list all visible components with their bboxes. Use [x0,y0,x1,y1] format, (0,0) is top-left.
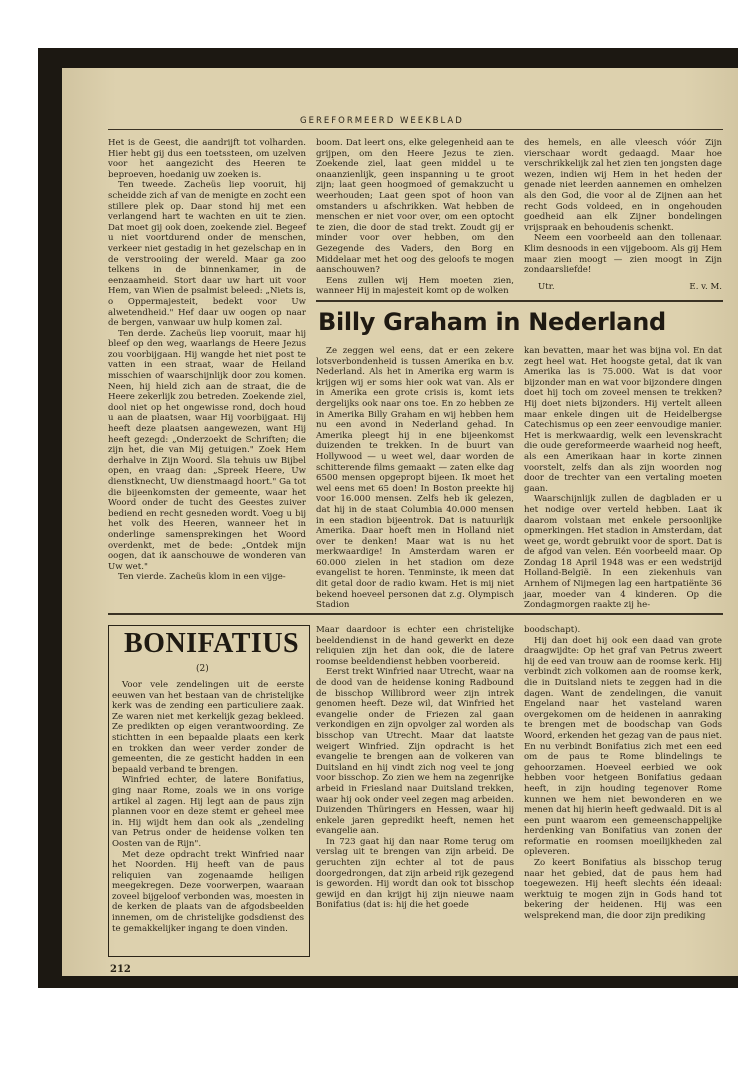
paragraph: Ten tweede. Zacheüs liep vooruit, hij scheidde zich af van de menigte en zocht een stillere plek op. Daar stond hij met een verlangend hart te wachten en uit te zien. Dat moet gij ook doen, zoekende ziel. Begeef u niet voortdurend onder de menschen, verkeer niet gestadig in het gezelschap en in de verstrooiing der wereld. Maar ga zoo telkens in de binnenkamer, in de eenzaamheid. Stort daar uw hart uit voor Hem, van Wien de psalmist beleed: „Niets is, o Oppermajesteit, bedekt voor Uw alwetendheid." Hef daar uw oogen op naar de bergen, vanwaar uw hulp komen zal. [108,180,306,329]
paragraph: In 723 gaat hij dan naar Rome terug om verslag uit te brengen van zijn arbeid. De geruchten zijn echter al tot de paus doorgedrongen, dat zijn arbeid rijk gezegend is geworden. Hij wordt dan ook tot bisschop gewijd en dan krijgt hij zijn nieuwe naam Bonifatius (dat is: hij die het goede [316,836,514,911]
billy-column-a [316,346,514,611]
paragraph: boom. Dat leert ons, elke gelegenheid aan te grijpen, om den Heere Jezus te zien. Zoekende ziel, laat geen middel u te onaanzienlijk, geen inspanning u te groot zijn; laat geen hoogmoed of gemakzucht u weerhouden; Laat geen spot of hoon van omstanders u afschrikken. Wat hebben de menschen er niet voor over, om een optocht te zien, die door de stad trekt. Zoudt gij er minder voor over hebben, om den Gezegende des Vaders, den Borg en Middelaar met het oog des geloofs te mogen aanschouwen? [316,138,514,276]
paragraph: boodschapt). [524,625,581,635]
place-label: Utr. [538,281,555,292]
column-3 [524,138,722,292]
bonifatius-column-b [316,625,514,911]
bonifatius-column-c [524,625,722,922]
billy-column-b [524,346,722,611]
paragraph: Ten derde. Zacheüs liep vooruit, maar hij bleef op den weg, waarlangs de Heere Jezus zou voorbijgaan. Hij wangde het niet post te vatten in een straat, waar de Heiland misschien of waarschijnlijk door zou komen. Neen, hij hield zich aan de straat, die de Heere zekerlijk zou betreden. Zoekende ziel, dool niet op het ongewisse rond, doch houd u aan de plaatsen, waar Hij voorbijgaat. Hij heeft deze plaatsen aangewezen, want Hij heeft gezegd: „Onderzoekt de Schriften; die zijn het, die van Mij getuigen." Zoek Hem derhalve in Zijn Woord. Sla tehuis uw Bijbel open, en vraag dan: „Spreek Heere, Uw dienstknecht, Uw dienstmaagd hoort." Ga tot die bijeenkomsten der gemeente, waar het Woord onder de tucht des Geestes zuiver bediend en recht gesneden wordt. Voeg u bij het volk des Heeren, wanneer het in onderlinge samensprekingen het Woord overdenkt, met de bede: „Ontdek mijn oogen, dat ik aanschouwe de wonderen van Uw wet." [108,328,306,572]
paragraph: Eens zullen wij Hem moeten zien, wanneer Hij in majesteit komt op de wolken [316,275,514,297]
column-2 [316,138,514,297]
article-title-billy-graham: Billy Graham in Nederland [318,308,666,336]
running-title: GEREFORMEERD WEEKBLAD [300,116,464,126]
header-rule [108,129,723,130]
author-signature: E. v. M. [689,281,722,292]
paragraph: Neem een voorbeeld aan den tollenaar. Klim desnoods in een vijgeboom. Als gij Hem maar zien moogt — zien moogt in Zijn zondaarsliefde! [524,233,722,276]
paragraph: Hij dan doet hij ook een daad van grote draagwijdte: Op het graf van Petrus zweert hij de eed van trouw aan de roomse kerk. Hij verbindt zich volkomen aan de roomse kerk, die in Duitsland niets te zeggen had in die dagen. Want de zendelingen, die vanuit Engeland naar het vasteland waren overgekomen om de heidenen in aanraking te brengen met de boodschap van Gods Woord, erkenden het gezag van de paus niet. En nu verbindt Bonifatius zich met een eed om de paus te Rome blindelings te gehoorzamen. Hoeveel eerbied we ook hebben voor hetgeen Bonifatius gedaan heeft, in zijn houding tegenover Rome kunnen we hem niet bewonderen en we menen dat hij hierin heeft gedwaald. Dit is al een punt waarom een gemeenschappelijke herdenking van Bonifatius van zonen der reformatie en roomsen moeilijkheden zal opleveren. [524,635,722,858]
paragraph: Voor vele zendelingen uit de eerste eeuwen van het bestaan van de christelijke kerk was de zending een particuliere zaak. Ze waren niet met kerkelijk gezag bekleed. Ze predikten op eigen verantwoording. Ze stichtten in een bepaalde plaats een kerk en trokken dan weer verder zonder de gemeenten, die ze gesticht hadden in een bepaald verband te brengen. [112,680,304,775]
column-1 [108,138,306,583]
paragraph: Waarschijnlijk zullen de dagbladen er u het nodige over verteld hebben. Laat ik daarom volstaan met enkele persoonlijke opmerkingen. Het stadion in Amsterdam, dat weet ge, wordt gebruikt voor de sport. Dat is de afgod van velen. Eén voorbeeld maar. Op Zondag 18 April 1948 was er een wedstrijd Holland-België. In een ziekenhuis van Arnhem of Nijmegen lag een hartpatiënte 36 jaar, moeder van 4 kinderen. Op die Zondagmorgen raakte zij he- [524,494,722,611]
section-rule [108,613,723,615]
paragraph: Ten vierde. Zacheüs klom in een vijge- [118,572,286,583]
article-title-bonifatius: BONIFATIUS [124,628,300,659]
article-part-number: (2) [196,664,209,674]
paragraph: kan bevatten, maar het was bijna vol. En dat zegt heel wat. Het hoogste getal, dat ik van Amerika las is 75.000. Wat is dat voor bijzonder man en wat voor bijzondere dingen doet hij toch om zoveel mensen te trekken? Hij doet niets bijzonders. Hij vertelt alleen maar enkele dingen uit de Heidelbergse Catechismus op een zeer eenvoudige manier. Het is merkwaardig, welk een levenskracht die oude gereformeerde waarheid nog heeft, als een Amerikaan haar in korte zinnen voorstelt, zelfs dan als zijn woorden nog door de trechter van een vertaling moeten gaan. [524,346,722,494]
paragraph: Zo keert Bonifatius als bisschop terug naar het gebied, dat de paus hem had toegewezen. Hij heeft slechts één ideaal: werktuig te mogen zijn in Gods hand tot bekering der heidenen. Hij was een welsprekend man, die door zijn prediking [524,858,722,922]
paragraph: Eerst trekt Winfried naar Utrecht, waar na de dood van de heidense koning Radbound de bisschop Willibrord weer zijn intrek genomen heeft. Deze wil, dat Winfried het evangelie onder de Friezen zal gaan verkondigen en zijn opvolger zal worden als bisschop van Utrecht. Maar dat laatste weigert Winfried. Zijn opdracht is het evangelie te brengen aan de volkeren van Duitsland en hij vindt zich nog veel te jong voor bisschop. Zo zien we hem na zegenrijke arbeid in Friesland naar Duitsland trekken, waar hij ook onder veel zegen mag arbeiden. Duizenden Thüringers en Hessen, waar hij enkele jaren gepredikt heeft, nemen het evangelie aan. [316,667,514,837]
paragraph: Maar daardoor is echter een christelijke beeldendienst in de hand gewerkt en deze reliquien zijn het dan ook, die de latere roomse beeldendienst hebben voorbereid. [316,625,514,667]
paragraph: Ze zeggen wel eens, dat er een zekere lotsverbondenheid is tussen Amerika en b.v. Nederland. Als het in Amerika erg warm is krijgen wij er soms hier ook wat van. Als er in Amerika een grote crisis is, komt iets dergelijks ook naar ons toe. En zo hebben ze in Amerika Billy Graham en wij hebben hem nu een avond in Nederland gehad. In Amerika pleegt hij in ene bijeenkomst duizenden te trekken. In de buurt van Hollywood — u weet wel, daar worden de schitterende films gemaakt — zaten elke dag 6500 mensen opgepropt bijeen. Ik moet het wel eens met 65 doen! In Boston preekte hij voor 16.000 mensen. Zelfs heb ik gelezen, dat hij in de staat Columbia 40.000 mensen in een stadion bijeentrok. Dat is natuurlijk Amerika. Daar hoeft men in Holland niet over te denken! Maar wat is nu het merkwaardige! In Amsterdam waren er 60.000 zielen in het stadion om deze evangelist te horen. Tenminste, ik meen dat dit getal door de radio kwam. Het is mij niet bekend hoeveel personen dat z.g. Olympisch Stadion [316,346,514,611]
paragraph: Met deze opdracht trekt Winfried naar het Noorden. Hij heeft van de paus reliquien van zogenaamde heiligen meegekregen. Deze voorwerpen, waaraan zoveel bijgeloof verbonden was, moesten in de kerken de plaats van de afgodsbeelden innemen, om de christelijke godsdienst des te gemakkelijker ingang te doen vinden. [112,849,304,934]
bonifatius-column-a [112,680,304,934]
article-signature [524,282,722,293]
page-number: 212 [110,964,131,975]
section-rule [316,300,723,302]
paragraph: des hemels, en alle vleesch vóór Zijn vierschaar wordt gedaagd. Maar hoe verschrikkelijk zal het zien ten jongsten dage wezen, indien wij Hem in het heden der genade niet leerden aannemen en omhelzen als den God, die voor al de Zijnen aan het recht Gods voldeed, en in ongehouden goedheid aan elk Zijner bondelingen vrijspraak en behoudenis schenkt. [524,138,722,233]
paragraph: Het is de Geest, die aandrijft tot volharden. Hier hebt gij dus een toetssteen, om uzelven voor het aangezicht des Heeren te beproeven, hoedanig uw zoeken is. [108,138,306,180]
paragraph: Winfried echter, de latere Bonifatius, ging naar Rome, zoals we in ons vorige artikel al zagen. Hij legt aan de paus zijn plannen voor en deze stemt er geheel mee in. Hij wijdt hem dan ook als „zendeling van Petrus onder de heidense volken ten Oosten van de Rijn". [112,775,304,849]
